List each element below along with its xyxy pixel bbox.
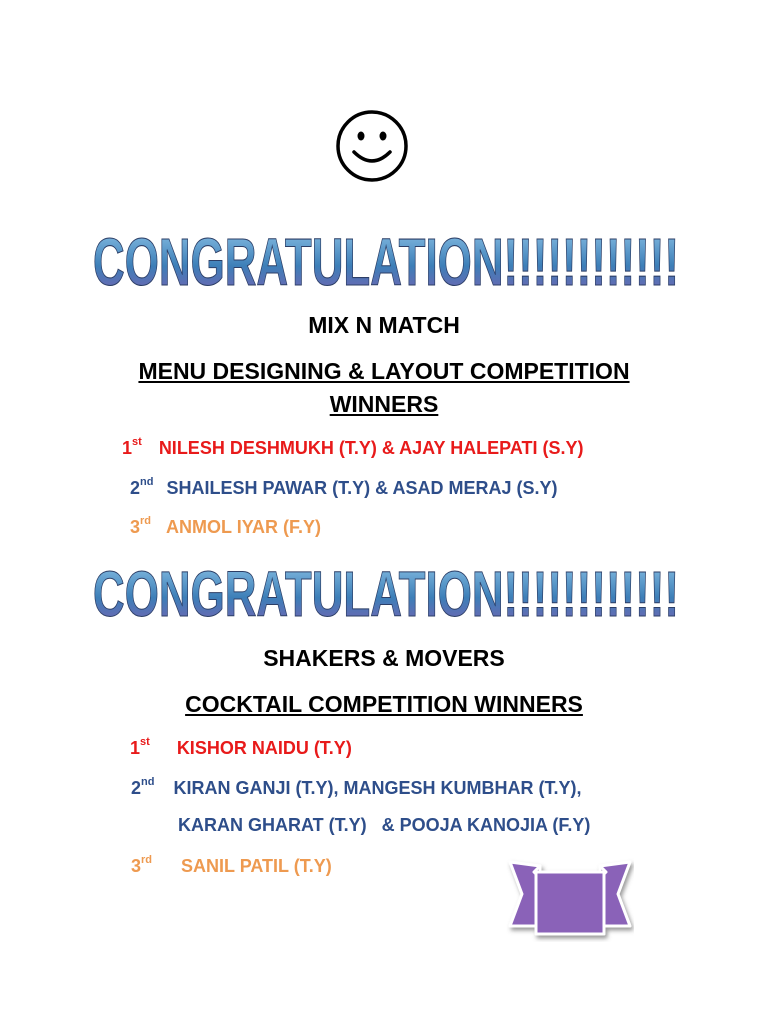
section1-winner-1: 1st NILESH DESHMUKH (T.Y) & AJAY HALEPATI (S.Y): [122, 436, 584, 458]
ribbon-banner-icon: [506, 852, 634, 942]
svg-text:CONGRATULATION!!!!!!!!!!!!: CONGRATULATION!!!!!!!!!!!!: [93, 558, 679, 630]
congratulation-wordart-1: [88, 220, 684, 300]
section1-winner-3: 3rd ANMOL IYAR (F.Y): [130, 515, 322, 537]
section2-winner-1: 1st KISHOR NAIDU (T.Y): [130, 736, 352, 758]
svg-text:CONGRATULATION!!!!!!!!!!!!: CONGRATULATION!!!!!!!!!!!!: [93, 224, 679, 300]
section1-subtitle-line1: MENU DESIGNING & LAYOUT COMPETITION: [138, 358, 630, 384]
section1-title: MIX N MATCH: [308, 312, 460, 338]
smiley-face-icon: [334, 108, 410, 184]
congratulation-wordart-2: [88, 552, 684, 632]
section2-winner-2: 2nd KIRAN GANJI (T.Y), MANGESH KUMBHAR (T.Y),: [131, 776, 582, 798]
section2-title: SHAKERS & MOVERS: [263, 645, 505, 671]
section1-subtitle-line2: WINNERS: [329, 391, 439, 417]
section1-winner-2: 2nd SHAILESH PAWAR (T.Y) & ASAD MERAJ (S.Y): [130, 476, 558, 498]
section2-winner-3: 3rd SANIL PATIL (T.Y): [131, 854, 332, 876]
section2-winner-2-line2: KARAN GHARAT (T.Y) & POOJA KANOJIA (F.Y): [178, 815, 591, 835]
section2-subtitle: COCKTAIL COMPETITION WINNERS: [185, 691, 583, 717]
